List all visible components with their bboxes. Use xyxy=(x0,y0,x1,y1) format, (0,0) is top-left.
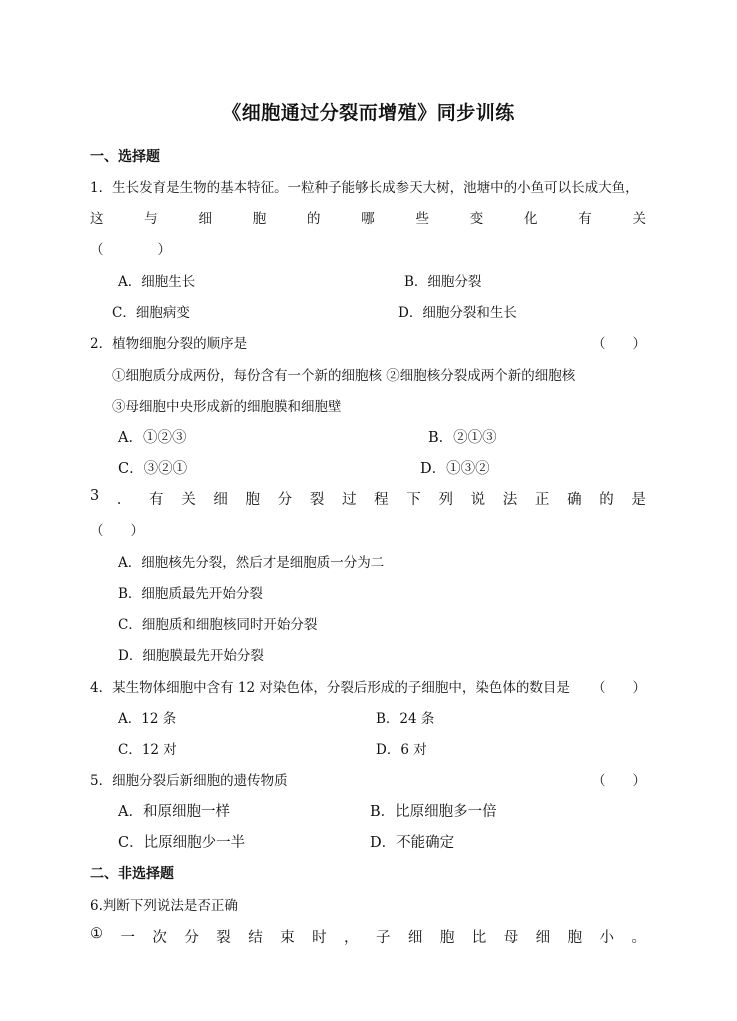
stem-char: 关 xyxy=(632,211,646,227)
question-2-option-b[interactable]: B．②①③ xyxy=(428,430,497,446)
stem-char: 法 xyxy=(502,492,518,508)
stem-char: 分 xyxy=(184,930,199,946)
page-title: 《细胞通过分裂而增殖》同步训练 xyxy=(222,102,515,124)
question-1-option-a[interactable]: A．细胞生长 xyxy=(118,274,196,290)
stem-char: 胞 xyxy=(245,492,261,508)
question-2-steps-line2: ③母细胞中央形成新的细胞膜和细胞壁 xyxy=(112,399,342,415)
question-1-option-c[interactable]: C．细胞病变 xyxy=(112,305,190,321)
stem-char: 的 xyxy=(599,492,614,508)
stem-char: ， xyxy=(344,930,359,946)
question-1-stem-line2 xyxy=(90,207,646,227)
stem-char: 裂 xyxy=(309,492,325,508)
question-4-stem: 4．某生物体细胞中含有 12 对染色体，分裂后形成的子细胞中，染色体的数目是 xyxy=(90,680,570,696)
stem-char: 确 xyxy=(567,492,582,508)
stem-char: 比 xyxy=(471,930,487,946)
stem-char: 小 xyxy=(599,930,614,946)
question-2-steps-line1: ①细胞质分成两份，每份含有一个新的细胞核 ②细胞核分裂成两个新的细胞核 xyxy=(112,368,576,384)
question-2-answer-paren: （ ） xyxy=(592,336,646,352)
stem-char: 下 xyxy=(406,492,421,508)
question-5-option-c[interactable]: C．比原细胞少一半 xyxy=(118,835,246,851)
question-3-answer-paren: （ ） xyxy=(90,523,144,539)
stem-char: 有 xyxy=(149,492,164,508)
question-4-option-b[interactable]: B．24 条 xyxy=(376,711,435,727)
question-3-option-b[interactable]: B．细胞质最先开始分裂 xyxy=(118,586,263,602)
stem-char: 的 xyxy=(307,211,321,227)
question-3-stem xyxy=(90,488,646,509)
question-1-stem-line1: 1．生长发育是生物的基本特征。一粒种子能够长成参天大树，池塘中的小鱼可以长成大鱼， xyxy=(90,180,639,196)
stem-char: 结 xyxy=(248,930,263,946)
stem-char: 胞 xyxy=(439,930,455,946)
stem-char: 次 xyxy=(152,930,167,946)
question-5-stem: 5．细胞分裂后新细胞的遗传物质 xyxy=(90,773,288,789)
stem-char: 列 xyxy=(438,492,453,508)
stem-char: 与 xyxy=(144,211,158,227)
stem-char: 细 xyxy=(198,211,212,227)
question-5-option-d[interactable]: D．不能确定 xyxy=(370,835,455,851)
question-2-option-a[interactable]: A．①②③ xyxy=(118,430,187,446)
stem-char: 束 xyxy=(280,930,295,946)
stem-char: 胞 xyxy=(567,930,583,946)
stem-char: 细 xyxy=(213,492,228,508)
stem-char: 时 xyxy=(312,930,327,946)
stem-char: 正 xyxy=(534,492,550,508)
question-6-stem: 6.判断下列说法是否正确 xyxy=(90,898,238,914)
question-5-option-a[interactable]: A．和原细胞一样 xyxy=(118,804,230,820)
stem-char: ． xyxy=(116,492,132,508)
question-4-option-d[interactable]: D．6 对 xyxy=(376,742,427,758)
question-4-answer-paren: （ ） xyxy=(592,680,646,696)
stem-char: 说 xyxy=(470,492,486,508)
stem-char: 母 xyxy=(503,930,519,946)
question-3-option-a[interactable]: A．细胞核先分裂，然后才是细胞质一分为二 xyxy=(118,555,385,571)
stem-char: 子 xyxy=(375,930,391,946)
question-5-answer-paren: （ ） xyxy=(592,773,646,789)
question-4-option-a[interactable]: A．12 条 xyxy=(118,711,177,727)
stem-char: 分 xyxy=(277,492,293,508)
question-1-option-d[interactable]: D．细胞分裂和生长 xyxy=(398,305,517,321)
stem-char: ① xyxy=(90,926,103,942)
stem-char: 些 xyxy=(415,211,429,227)
question-6-item-1 xyxy=(90,926,646,947)
stem-char: 3 xyxy=(90,488,100,504)
stem-char: 关 xyxy=(181,492,196,508)
stem-char: 化 xyxy=(524,211,538,227)
stem-char: 过 xyxy=(341,492,357,508)
question-3-option-c[interactable]: C．细胞质和细胞核同时开始分裂 xyxy=(118,617,318,633)
stem-char: 程 xyxy=(374,492,389,508)
stem-char: 裂 xyxy=(216,930,231,946)
question-3-option-d[interactable]: D．细胞膜最先开始分裂 xyxy=(118,648,264,664)
stem-char: 有 xyxy=(578,211,592,227)
stem-char: 胞 xyxy=(252,211,267,227)
stem-char: 一 xyxy=(120,930,135,946)
question-2-stem: 2．植物细胞分裂的顺序是 xyxy=(90,336,248,352)
question-5-option-b[interactable]: B．比原细胞多一倍 xyxy=(370,804,497,820)
stem-char: 细 xyxy=(407,930,423,946)
question-1-answer-paren: （ ） xyxy=(90,242,171,258)
question-1-option-b[interactable]: B．细胞分裂 xyxy=(404,274,482,290)
question-2-option-d[interactable]: D．①③② xyxy=(420,461,490,477)
question-2-option-c[interactable]: C．③②① xyxy=(118,461,188,477)
section-heading-choice: 一、选择题 xyxy=(90,149,160,165)
stem-char: 。 xyxy=(631,930,646,946)
stem-char: 这 xyxy=(90,211,104,227)
section-heading-non-choice: 二、非选择题 xyxy=(90,866,174,882)
stem-char: 变 xyxy=(469,211,484,227)
question-4-option-c[interactable]: C．12 对 xyxy=(118,742,177,758)
stem-char: 哪 xyxy=(361,211,375,227)
stem-char: 细 xyxy=(535,930,551,946)
stem-char: 是 xyxy=(631,492,646,508)
